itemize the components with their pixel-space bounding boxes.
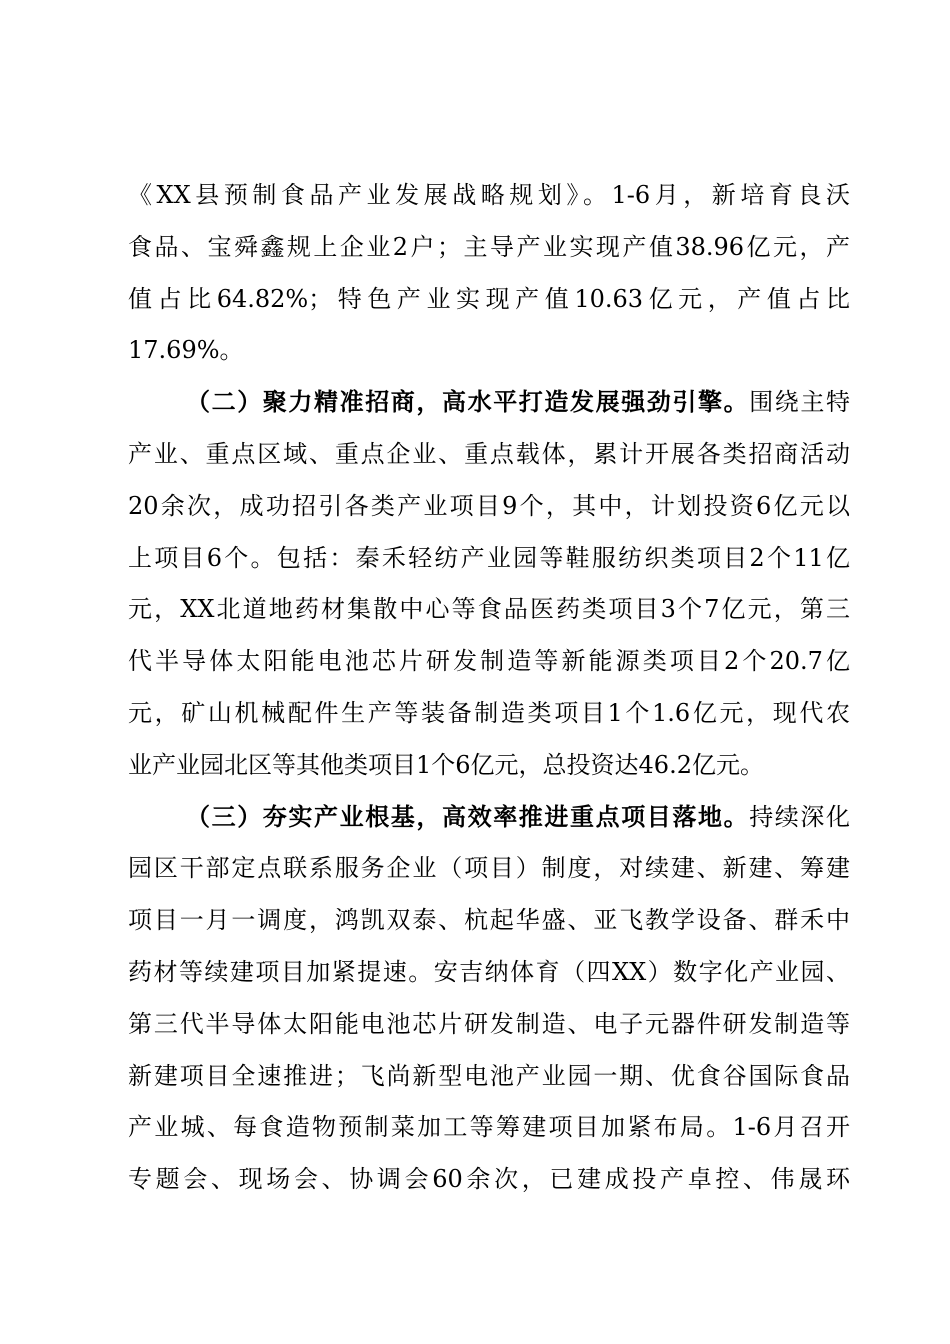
paragraph-2-line-6: 代半导体太阳能电池芯片研发制造等新能源类项目2个20.7亿	[128, 647, 850, 676]
paragraph-1-line-4: 17.69%。	[128, 336, 244, 365]
paragraph-3-line-3: 项目一月一调度，鸿凯双泰、杭起华盛、亚飞教学设备、群禾中	[128, 906, 850, 935]
paragraph-3-line-1	[128, 792, 850, 844]
paragraph-3-line-2: 园区干部定点联系服务企业（项目）制度，对续建、新建、筹建	[128, 854, 850, 883]
paragraph-1-line-3: 值占比64.82%；特色产业实现产值10.63亿元，产值占比	[128, 284, 850, 313]
paragraph-2-line-4: 上项目6个。包括：秦禾轻纺产业园等鞋服纺织类项目2个11亿	[128, 543, 850, 572]
section-heading-2: （二）聚力精准招商，高水平打造发展强劲引擎。	[186, 388, 750, 417]
paragraph-2-lead-text: 围绕主特	[749, 388, 850, 417]
paragraph-3-line-5: 第三代半导体太阳能电池芯片研发制造、电子元器件研发制造等	[128, 1009, 850, 1038]
paragraph-1-line-1: 《XX县预制食品产业发展战略规划》。1-6月，新培育良沃	[128, 181, 850, 209]
section-heading-3: （三）夯实产业根基，高效率推进重点项目落地。	[186, 802, 750, 831]
paragraph-3-line-6: 新建项目全速推进；飞尚新型电池产业园一期、优食谷国际食品	[128, 1061, 850, 1090]
paragraph-2-line-3: 20余次，成功招引各类产业项目9个，其中，计划投资6亿元以	[128, 491, 850, 520]
paragraph-3-line-7: 产业城、每食造物预制菜加工等筹建项目加紧布局。1-6月召开	[128, 1113, 850, 1142]
paragraph-3-line-8: 专题会、现场会、协调会60余次，已建成投产卓控、伟晟环	[128, 1165, 850, 1194]
paragraph-2-line-5: 元，XX北道地药材集散中心等食品医药类项目3个7亿元，第三	[128, 595, 850, 624]
paragraph-3-line-4: 药材等续建项目加紧提速。安吉纳体育（四XX）数字化产业园、	[128, 957, 850, 986]
paragraph-2-line-7: 元，矿山机械配件生产等装备制造类项目1个1.6亿元，现代农	[128, 698, 850, 727]
body-text	[128, 170, 850, 1206]
paragraph-2-line-2: 产业、重点区域、重点企业、重点载体，累计开展各类招商活动	[128, 439, 850, 468]
paragraph-2-line-8: 业产业园北区等其他类项目1个6亿元，总投资达46.2亿元。	[128, 750, 764, 779]
paragraph-2-line-1	[128, 377, 850, 429]
paragraph-3-lead-text: 持续深化	[749, 802, 850, 831]
paragraph-1-line-2: 食品、宝舜鑫规上企业2户；主导产业实现产值38.96亿元，产	[128, 232, 850, 261]
